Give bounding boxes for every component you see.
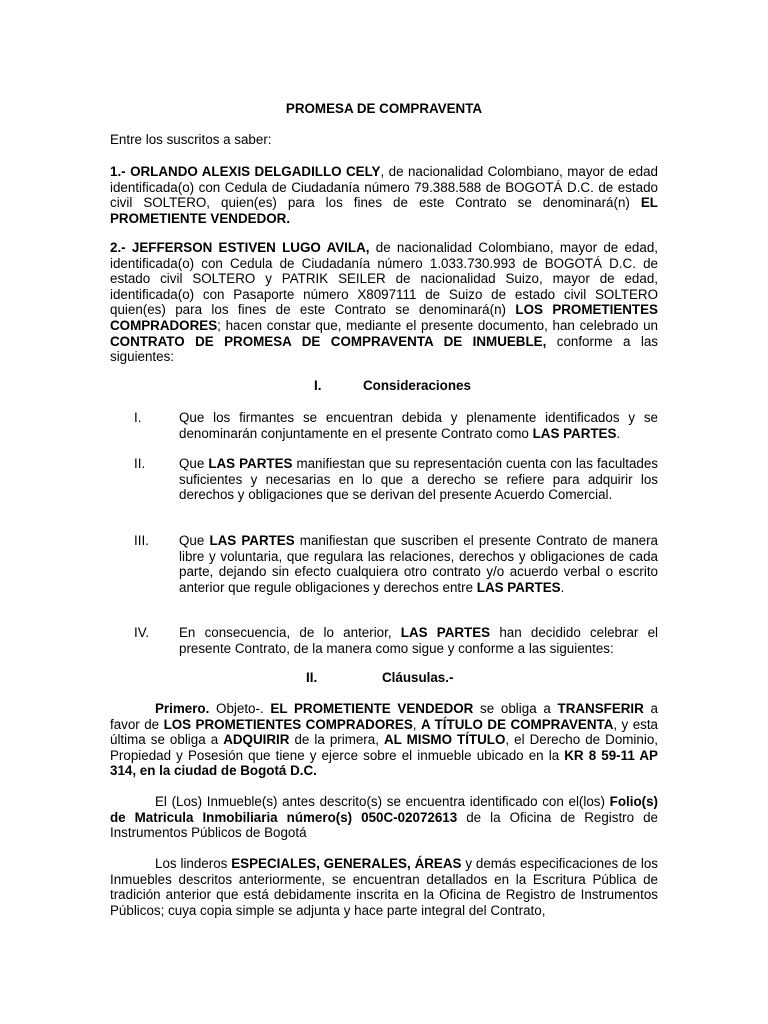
party2-role: LOS PROMETIENTES COMPRADORES: [110, 302, 658, 333]
clause-primero-paragraph: Primero. Objeto-. EL PROMETIENTE VENDEDOR se obliga a TRANSFERIR a favor de LOS PROMETIENTES COMPRADORES, A TÍTULO DE COMPRAVENTA, y esta última se obliga a ADQUIRIR de la primera, AL MISMO TÍTULO, el Derecho de Dominio, Propiedad y Posesión que tiene y ejerce sobre el inmueble ubicado en la KR 8 59-11 AP 314, en la ciudad de Bogotá D.C.: [110, 701, 659, 779]
document-page: PROMESA DE COMPRAVENTA Entre los suscritos a saber: 1.- ORLANDO ALEXIS DELGADILLO CELY, de nacionalidad Colombiano, mayor de edad identificada(o) con Cedula de Ciudadanía número 79.388.588 de BOGOTÁ D.C. de estado civil SOLTERO, quien(es) para los fines de este Contrato se denominará(n) EL PROMETIENTE VENDEDOR. 2.- JEFFERSON ESTIVEN LUGO AVILA, de nacionalidad Colombiano, mayor de edad, identificada(o) con Cedula de Ciudadanía número 1.033.730.993 de BOGOTÁ D.C. de estado civil SOLTERO y PATRIK SEILER de nacionalidad Suizo, mayor de edad, identificada(o) con Pasaporte número X8097111 de Suizo de estado civil SOLTERO quien(es) para los fines de este Contrato se denominará(n) LOS PROMETIENTES COMPRADORES; hacen constar que, mediante el presente documento, han celebrado un CONTRATO DE PROMESA DE COMPRAVENTA DE INMUEBLE, conforme a las siguientes: I. Consideraciones I. Que los firmantes se encuentran debida y plenamente identificados y se denominarán conjuntamente en el presente Contrato como LAS PARTES. II. Que LAS PARTES manifiestan que su representación cuenta con las facultades suficientes y necesarias en lo que a derecho se refiere para adquirir los derechos y obligaciones que se derivan del presente Acuerdo Comercial. III. Que LAS PARTES manifiestan que suscriben el presente Contrato de manera libre y voluntaria, que regulara las relaciones, derechos y obligaciones de cada parte, dejando sin efecto cualquiera otro contrato y/o acuerdo verbal o escrito anterior que regule obligaciones y derechos entre LAS PARTES. IV. En consecuencia, de lo anterior, LAS PARTES han decidido celebrar el presente Contrato, de la manera como sigue y conforme a las siguientes: II. Cláusulas.- Primero. Objeto-. EL PROMETIENTE VENDEDOR se obliga a TRANSFERIR a favor de LOS PROMETIENTES COMPRADORES, A TÍTULO DE COMPRAVENTA, y esta última se obliga a ADQUIRIR de la primera, AL MISMO TÍTULO, el Derecho de Dominio, Propiedad y Posesión que tiene y ejerce sobre el inmueble ubicado en la KR 8 59-11 AP 314, en la ciudad de Bogotá D.C. El (Los) Inmueble(s) antes descrito(s) se encuentra identificado con el(los) Folio(s) de Matricula Inmobiliaria número(s) 050C-02072613 de la Oficina de Registro de Instrumentos Públicos de Bogotá Los linderos ESPECIALES, GENERALES, ÁREAS y demás especificaciones de los Inmuebles descritos anteriormente, se encuentran detallados en la Escritura Pública de tradición anterior que está debidamente inscrita en la Oficina de Registro de Instrumentos Públicos; cuya copia simple se adjunta y hace parte integral del Contrato,: [110, 101, 659, 918]
document-title: PROMESA DE COMPRAVENTA: [285, 101, 483, 116]
consideration-item: II. Que LAS PARTES manifiestan que su representación cuenta con las facultades suficientes y necesarias en lo que a derecho se refiere para adquirir los derechos y obligaciones que se derivan del presente Acuerdo Comercial.: [134, 456, 658, 503]
party1-name: ORLANDO ALEXIS DELGADILLO CELY: [130, 164, 381, 179]
linderos-paragraph: Los linderos ESPECIALES, GENERALES, ÁREAS y demás especificaciones de los Inmuebles descritos anteriormente, se encuentran detallados en la Escritura Pública de tradición anterior que está debidamente inscrita en la Oficina de Registro de Instrumentos Públicos; cuya copia simple se adjunta y hace parte integral del Contrato,: [110, 856, 658, 918]
matricula-paragraph: El (Los) Inmueble(s) antes descrito(s) se encuentra identificado con el(los) Folio(s) de Matricula Inmobiliaria número(s) 050C-02072613 de la Oficina de Registro de Instrumentos Públicos de Bogotá: [110, 794, 659, 841]
consideration-item: I. Que los firmantes se encuentran debida y plenamente identificados y se denominarán conjuntamente en el presente Contrato como LAS PARTES.: [134, 410, 658, 441]
party2-name: JEFFERSON ESTIVEN LUGO AVILA,: [131, 240, 370, 255]
consideration-item: IV. En consecuencia, de lo anterior, LAS PARTES han decidido celebrar el presente Contrato, de la manera como sigue y conforme a las siguientes:: [134, 625, 659, 656]
consideration-item: III. Que LAS PARTES manifiestan que suscriben el presente Contrato de manera libre y voluntaria, que regulara las relaciones, derechos y obligaciones de cada parte, dejando sin efecto cualquiera otro contrato y/o acuerdo verbal o escrito anterior que regule obligaciones y derechos entre LAS PARTES.: [134, 533, 658, 595]
party1-paragraph: 1.- ORLANDO ALEXIS DELGADILLO CELY, de nacionalidad Colombiano, mayor de edad identificada(o) con Cedula de Ciudadanía número 79.388.588 de BOGOTÁ D.C. de estado civil SOLTERO, quien(es) para los fines de este Contrato se denominará(n) EL PROMETIENTE VENDEDOR.: [110, 164, 658, 226]
contract-name: CONTRATO DE PROMESA DE COMPRAVENTA DE INMUEBLE,: [110, 333, 547, 349]
intro-text: Entre los suscritos a saber:: [110, 132, 272, 147]
party1-role: EL PROMETIENTE VENDEDOR.: [110, 195, 658, 226]
party2-paragraph: 2.- JEFFERSON ESTIVEN LUGO AVILA, de nacionalidad Colombiano, mayor de edad, identificada(o) con Cedula de Ciudadanía número 1.033.730.993 de BOGOTÁ D.C. de estado civil SOLTERO y PATRIK SEILER de nacionalidad Suizo, mayor de edad, identificada(o) con Pasaporte número X8097111 de Suizo de estado civil SOLTERO quien(es) para los fines de este Contrato se denominará(n) LOS PROMETIENTES COMPRADORES; hacen constar que, mediante el presente documento, han celebrado un CONTRATO DE PROMESA DE COMPRAVENTA DE INMUEBLE, conforme a las siguientes:: [110, 240, 658, 365]
party1-number: 1.-: [110, 164, 126, 179]
party2-number: 2.-: [110, 240, 126, 255]
